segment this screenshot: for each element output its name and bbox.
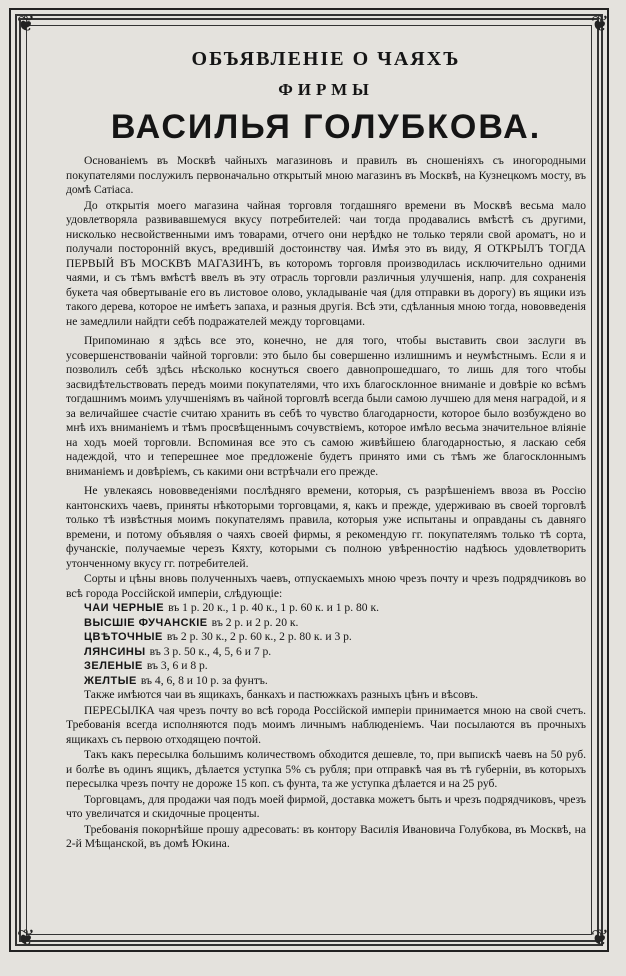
price-row bbox=[84, 630, 586, 645]
tea-grade: ЖЕЛТЫЕ bbox=[84, 674, 137, 687]
advertisement-body bbox=[66, 46, 586, 852]
tea-grade: ВЫСШІЕ ФУЧАНСКІЕ bbox=[84, 616, 208, 629]
tea-price-list bbox=[84, 601, 586, 688]
paragraph: Не увлекаясь нововведеніями послѣдняго времени, которыя, съ разрѣшеніемъ ввоза въ Россію кантонскихъ чаевъ, приняты нѣкоторыми торговцами, я, какъ и прежде, удерживаю въ своей торговлѣ только тѣ извѣстныя моимъ покупателямъ правила, которыя уже испытаны и оправданы съ давняго времени, и потому объявляя о чаяхъ своей фирмы, я рекомендую гг. покупателямъ только тѣ сорта, фучанскіе, получаемые черезъ Кяхту, которыми съ полною увѣренностію надѣюсь удовлетворить утонченному вкусу гг. потребителей. bbox=[66, 484, 586, 570]
paragraph: Основаніемъ въ Москвѣ чайныхъ магазиновъ и правилъ въ сношеніяхъ съ иногородными покупателями послужилъ первоначально открытый мною магазинъ въ Москвѣ, на Кузнецкомъ мосту, въ домѣ Сатіаса. bbox=[66, 154, 586, 196]
tea-prices: въ 2 р. и 2 р. 20 к. bbox=[211, 615, 299, 629]
heading-merchant-name: ВАСИЛЬЯ ГОЛУБКОВА. bbox=[110, 108, 542, 146]
tea-prices: въ 1 р. 20 к., 1 р. 40 к., 1 р. 60 к. и 1 р. 80 к. bbox=[168, 601, 380, 614]
tea-grade: ЧАИ ЧЕРНЫЕ bbox=[84, 602, 165, 614]
price-row bbox=[84, 674, 586, 689]
paragraph: Такъ какъ пересылка большимъ количествомъ обходится дешевле, то, при выпискѣ чаевъ на 50 руб. и болѣе въ одинъ ящикъ, дѣлается уступка 5% съ рубля; при отправкѣ чая въ тѣ губерніи, въ которыхъ пересылка чрезъ почту не дороже 15 коп. съ фунта, та же уступка дѣлается и на 25 руб. bbox=[66, 748, 586, 790]
tea-grade: ЗЕЛЕНЫЕ bbox=[84, 660, 143, 672]
price-row bbox=[84, 659, 586, 674]
corner-ornament-icon: ❦ bbox=[590, 926, 610, 951]
price-row bbox=[84, 616, 586, 631]
tea-grade: ЦВѢТОЧНЫЕ bbox=[84, 631, 163, 643]
tea-prices: въ 4, 6, 8 и 10 р. за фунтъ. bbox=[140, 673, 268, 687]
paragraph: Требованія покорнѣйше прошу адресовать: въ контору Василія Ивановича Голубкова, въ Москвѣ, на 2-й Мѣщанской, въ домѣ Юкина. bbox=[66, 822, 586, 850]
paragraph: До открытія моего магазина чайная торговля тогдашняго времени въ Москвѣ весьма мало удовлетворяла развивавшемуся вкусу потребителей: чаи тогда продавались вмѣстѣ съ другими, нисколько несвойственными имъ товарами, отчего они нерѣдко не только теряли свой ароматъ, но и получали посторонній вкусъ, вредившій достоинству чая. Имѣя это въ виду, Я ОТКРЫЛЪ ТОГДА ПЕРВЫЙ ВЪ МОСКВѢ МАГАЗИНЪ, въ которомъ торговля производилась исключительно одними чаями, и съ тѣмъ вмѣстѣ ввелъ въ эту отрасль торговли различныя улучшенія, напр. для сохраненія букета чая обвертываніе его въ листовое олово, укладываніе чая (для отправки въ дорогу) въ ящики изъ такого дерева, которое не имѣетъ запаха, и разныя другія. Всѣ эти, сдѣланныя мною тогда, нововведенія не замедлили найдти себѣ подражателей между торговцами. bbox=[66, 198, 586, 328]
paragraph: Припоминаю я здѣсь все это, конечно, не для того, чтобы выставить свои заслуги въ усовершенствованіи чайной торговли: это было бы совершенно излишнимъ и неумѣстнымъ. Если я и позволилъ себѣ здѣсь нѣсколько коснуться своего давнопрошедшаго, то лишь для того чтобы засвидѣтельствовать передъ моими покупателями, что ихъ благосклонное вниманіе и довѣріе ко всѣмъ тогдашнимъ моимъ улучшеніямъ въ чайной торговлѣ всегда были самою лучшею для меня наградой, и я за величайшее счастіе считаю хранить въ себѣ то чувство благодарности, которое было возбуждено во мнѣ ихъ вниманіемъ и тѣмъ просвѣщеннымъ сочувствіемъ, которое имѣло весьма значительное вліяніе на ходъ моей торговли. Вспоминая все это съ самою живѣйшею благодарностью, я ласкаю себя надеждой, что и теперешнее мое предложеніе будетъ принято ими съ тѣмъ же благосклоннымъ вниманіемъ и довѣріемъ, съ какими они встрѣчали его прежде. bbox=[66, 334, 586, 478]
corner-ornament-icon: ❦ bbox=[16, 926, 36, 951]
price-row bbox=[84, 645, 586, 660]
paragraph: Сорты и цѣны вновь полученныхъ чаевъ, отпускаемыхъ мною чрезъ почту и чрезъ подрядчиковъ во всѣ города Россійской имперіи, слѣдующіе: bbox=[66, 572, 586, 600]
heading-firm: ФИРМЫ bbox=[278, 80, 374, 99]
paragraph: ПЕРЕСЫЛКА чая чрезъ почту во всѣ города Россійской имперіи принимается мною на свой счетъ. Требованія всегда исполняются подъ моимъ личнымъ наблюденіемъ. Чаи посылаются въ прочныхъ ящикахъ съ первою отходящею почтой. bbox=[66, 703, 586, 746]
tea-grade: ЛЯНСИНЫ bbox=[84, 645, 146, 658]
tea-prices: въ 3 р. 50 к., 4, 5, 6 и 7 р. bbox=[149, 644, 272, 658]
tea-prices: въ 3, 6 и 8 р. bbox=[146, 659, 208, 672]
paragraph: Торговцамъ, для продажи чая подъ моей фирмой, доставка можетъ быть и чрезъ подрядчиковъ, чрезъ что увеличатся и скидочные проценты. bbox=[66, 792, 586, 820]
heading-announcement: ОБЪЯВЛЕНІЕ О ЧАЯХЪ bbox=[191, 48, 461, 70]
paragraph: Также имѣются чаи въ ящикахъ, банкахъ и пастюжкахъ разныхъ цѣнъ и вѣсовъ. bbox=[84, 688, 479, 701]
price-row bbox=[84, 601, 586, 616]
tea-prices: въ 2 р. 30 к., 2 р. 60 к., 2 р. 80 к. и 3 р. bbox=[166, 630, 352, 643]
corner-ornament-icon: ❦ bbox=[590, 12, 610, 37]
corner-ornament-icon: ❦ bbox=[16, 12, 36, 37]
